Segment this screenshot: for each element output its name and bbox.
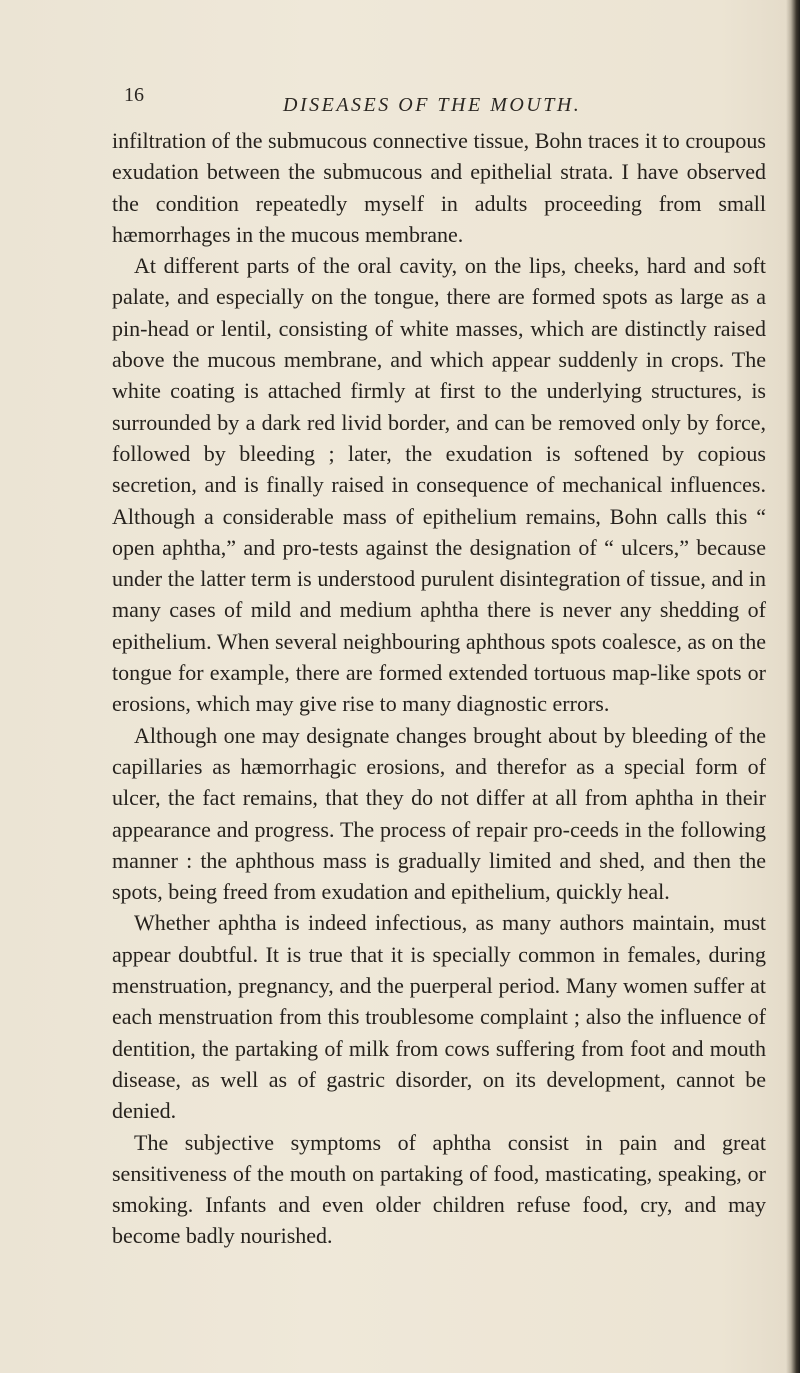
paragraph-continued: infiltration of the submucous connective tissue, Bohn traces it to croupous exudation between the submucous and epithelial strata. I have observed the condition repeatedly myself in adults proceeding from small hæmorrhages in the mucous membrane. (112, 128, 766, 247)
paragraph: Whether aphtha is indeed infectious, as many authors maintain, must appear doubtful. It is true that it is specially common in females, during menstruation, pregnancy, and the puerperal period. Many women suffer at each menstruation from this troublesome complaint ; also the influence of dentition, the partaking of milk from cows suffering from foot and mouth disease, as well as of gastric disorder, on its development, cannot be denied. (112, 910, 766, 1124)
page-edge-shadow (786, 0, 800, 1373)
paragraph: At different parts of the oral cavity, on the lips, cheeks, hard and soft palate, and especially on the tongue, there are formed spots as large as a pin-head or lentil, consisting of white masses, which are distinctly raised above the mucous membrane, and which appear suddenly in crops. The white coating is attached firmly at first to the underlying structures, is surrounded by a dark red livid border, and can be removed only by force, followed by bleeding ; later, the exudation is softened by copious secretion, and is finally raised in consequence of mechanical influences. Although a considerable mass of epithelium remains, Bohn calls this “ open aphtha,” and pro-tests against the designation of “ ulcers,” because under the latter term is understood purulent disintegration of tissue, and in many cases of mild and medium aphtha there is never any shedding of epithelium. When several neighbouring aphthous spots coalesce, as on the tongue for example, there are formed extended tortuous map-like spots or erosions, which may give rise to many diagnostic errors. (112, 253, 766, 717)
body-text (112, 125, 766, 1252)
paragraph: Although one may designate changes brought about by bleeding of the capillaries as hæmorrhagic erosions, and therefor as a special form of ulcer, the fact remains, that they do not differ at all from aphtha in their appearance and progress. The process of repair pro-ceeds in the following manner : the aphthous mass is gradually limited and shed, and then the spots, being freed from exudation and epithelium, quickly heal. (112, 722, 766, 905)
paragraph: The subjective symptoms of aphtha consist in pain and great sensitiveness of the mouth on partaking of food, masticating, speaking, or smoking. Infants and even older children refuse food, cry, and may become badly nourished. (112, 1129, 766, 1249)
running-title: DISEASES OF THE MOUTH. (283, 94, 582, 116)
page-number: 16 (124, 84, 144, 106)
